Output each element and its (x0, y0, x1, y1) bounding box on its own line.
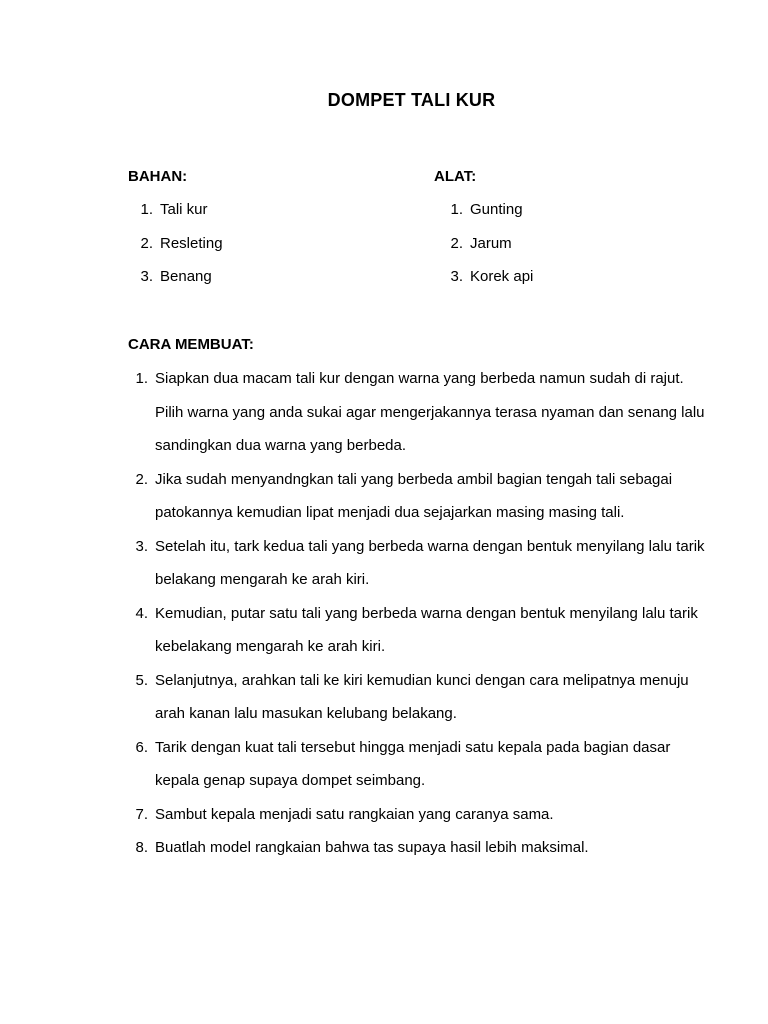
list-number: 2. (450, 234, 463, 252)
cara-membuat-heading: CARA MEMBUAT: (128, 336, 254, 353)
list-item (133, 235, 383, 269)
list-text: Korek api (470, 268, 534, 286)
step-number: 8. (135, 839, 148, 856)
list-number: 1. (140, 201, 153, 218)
step-number: 2. (135, 470, 148, 488)
step-number: 7. (135, 805, 148, 823)
step-item (128, 731, 710, 798)
bahan-list (133, 201, 383, 302)
list-text: Jarum (470, 234, 512, 252)
list-text: Gunting (470, 201, 523, 218)
document-title: DOMPET TALI KUR (327, 90, 496, 110)
step-item (128, 530, 710, 597)
list-number: 3. (140, 268, 153, 286)
step-number: 3. (135, 537, 148, 555)
list-item (443, 235, 693, 269)
list-item (443, 268, 693, 302)
list-item (133, 268, 383, 302)
step-number: 6. (135, 738, 148, 756)
steps-list (128, 362, 710, 865)
step-text: Buatlah model rangkaian bahwa tas supaya hasil lebih maksimal. (155, 839, 589, 856)
list-item (133, 201, 383, 235)
step-item (128, 463, 710, 530)
step-text: Setelah itu, tark kedua tali yang berbeda warna dengan bentuk menyilang lalu tarik belakang mengarah ke arah kiri. (155, 537, 705, 588)
list-number: 1. (450, 201, 463, 218)
step-text: Kemudian, putar satu tali yang berbeda warna dengan bentuk menyilang lalu tarik kebelakang mengarah ke arah kiri. (155, 604, 698, 655)
step-text: Tarik dengan kuat tali tersebut hingga menjadi satu kepala pada bagian dasar kepala genap supaya dompet seimbang. (155, 738, 671, 789)
step-item (128, 597, 710, 664)
step-item (128, 362, 710, 463)
list-number: 2. (140, 234, 153, 252)
alat-list (443, 201, 693, 302)
step-text: Jika sudah menyandngkan tali yang berbeda ambil bagian tengah tali sebagai patokannya kemudian lipat menjadi dua sejajarkan masing masing tali. (155, 470, 673, 521)
step-number: 4. (135, 604, 148, 622)
list-text: Tali kur (160, 201, 208, 218)
list-number: 3. (450, 268, 463, 286)
step-number: 1. (135, 370, 148, 387)
step-text: Siapkan dua macam tali kur dengan warna yang berbeda namun sudah di rajut. Pilih warna yang anda sukai agar mengerjakannya terasa nyaman dan senang lalu sandingkan dua warna yang berbeda. (155, 370, 705, 454)
step-text: Sambut kepala menjadi satu rangkaian yang caranya sama. (155, 805, 554, 823)
step-item (128, 831, 710, 865)
step-item (128, 664, 710, 731)
step-item (128, 798, 710, 832)
alat-heading: ALAT: (434, 168, 477, 185)
list-item (443, 201, 693, 235)
step-text: Selanjutnya, arahkan tali ke kiri kemudian kunci dengan cara melipatnya menuju arah kanan lalu masukan kelubang belakang. (155, 671, 689, 722)
bahan-heading: BAHAN: (128, 168, 188, 185)
list-text: Benang (160, 268, 212, 286)
list-text: Resleting (160, 234, 223, 252)
step-number: 5. (135, 671, 148, 689)
